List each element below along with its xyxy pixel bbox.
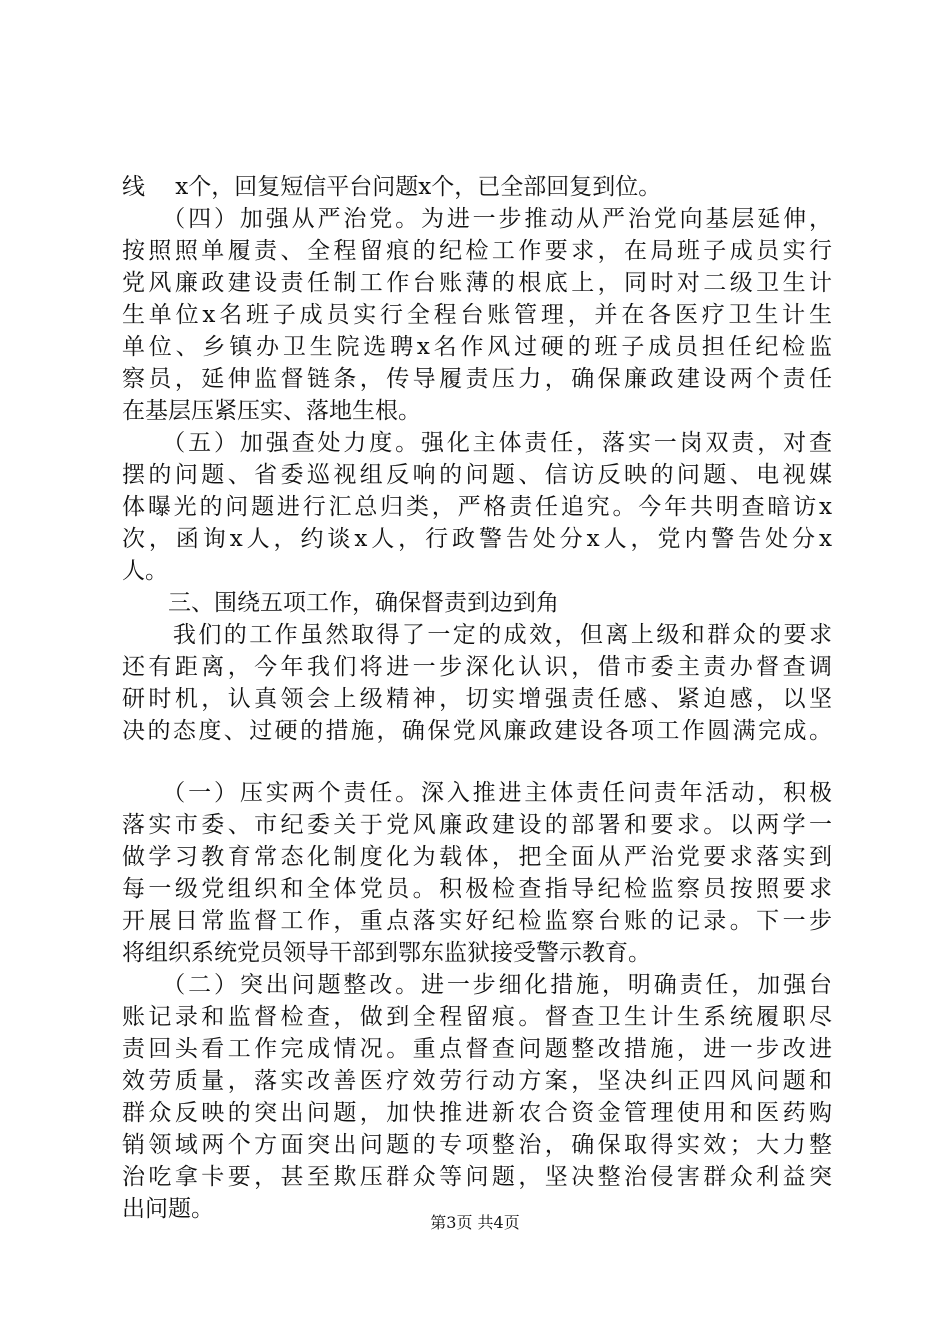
- text-line: 在基层压紧压实、落地生根。: [122, 398, 421, 424]
- text-line: 线 x个，回复短信平台问题x个，已全部回复到位。: [122, 174, 662, 200]
- section-heading: [122, 587, 832, 619]
- text-line: 责回头看工作完成情况。重点督查问题整改措施，进一步改进: [122, 1036, 832, 1062]
- text-line: 做学习教育常态化制度化为载体，把全面从严治党要求落实到: [122, 844, 832, 870]
- text-line: 人。: [122, 558, 168, 584]
- text-line: 账记录和监督检查，做到全程留痕。督查卫生计生系统履职尽: [122, 1004, 832, 1030]
- section-heading-text: 三、围绕五项工作，确保督责到边到角: [122, 590, 559, 616]
- text-line: （一）压实两个责任。深入推进主体责任问责年活动，积极: [122, 780, 832, 806]
- page-number-label: 第3页 共4页: [430, 1213, 520, 1232]
- text-line: 群众反映的突出问题，加快推进新农合资金管理使用和医药购: [122, 1100, 832, 1126]
- text-line: 决的态度、过硬的措施，确保党风廉政建设各项工作圆满完成。: [122, 718, 832, 744]
- paragraph-problem-rectification: [122, 969, 832, 1225]
- text-line: 开展日常监督工作，重点落实好纪检监察台账的记录。下一步: [122, 908, 832, 934]
- text-line: 出问题。: [122, 1196, 214, 1222]
- paragraph-spacer: [122, 747, 832, 777]
- text-line: 落实市委、市纪委关于党风廉政建设的部署和要求。以两学一: [122, 812, 832, 838]
- text-line: 按照照单履责、全程留痕的纪检工作要求，在局班子成员实行: [122, 238, 832, 264]
- text-line: 次，函询x人，约谈x人，行政警告处分x人，党内警告处分x: [122, 526, 832, 552]
- text-line: （五）加强查处力度。强化主体责任，落实一岗双责，对查: [122, 430, 832, 456]
- text-line: （二）突出问题整改。进一步细化措施，明确责任，加强台: [122, 972, 832, 998]
- text-line: 还有距离，今年我们将进一步深化认识，借市委主责办督查调: [122, 654, 832, 680]
- text-line: 党风廉政建设责任制工作台账薄的根底上，同时对二级卫生计: [122, 270, 832, 296]
- text-line: 单位、乡镇办卫生院选聘x名作风过硬的班子成员担任纪检监: [122, 334, 832, 360]
- text-line: 察员，延伸监督链条，传导履责压力，确保廉政建设两个责任: [122, 366, 832, 392]
- text-line: 摆的问题、省委巡视组反响的问题、信访反映的问题、电视媒: [122, 462, 832, 488]
- document-body: [122, 171, 832, 1225]
- page-footer: [0, 1212, 950, 1234]
- text-line: （四）加强从严治党。为进一步推动从严治党向基层延伸，: [122, 206, 832, 232]
- text-line: 我们的工作虽然取得了一定的成效，但离上级和群众的要求: [122, 622, 832, 648]
- paragraph-investigation-efforts: [122, 427, 832, 587]
- paragraph-two-responsibilities: [122, 777, 832, 969]
- text-line: 体曝光的问题进行汇总归类，严格责任追究。今年共明查暗访x: [122, 494, 832, 520]
- text-line: 生单位x名班子成员实行全程台账管理，并在各医疗卫生计生: [122, 302, 832, 328]
- text-line: 销领域两个方面突出问题的专项整治，确保取得实效；大力整: [122, 1132, 832, 1158]
- text-line: 研时机，认真领会上级精神，切实增强责任感、紧迫感，以坚: [122, 686, 832, 712]
- text-line: 将组织系统党员领导干部到鄂东监狱接受警示教育。: [122, 940, 651, 966]
- text-line: 效劳质量，落实改善医疗效劳行动方案，坚决纠正四风问题和: [122, 1068, 832, 1094]
- text-line: 每一级党组织和全体党员。积极检查指导纪检监察员按照要求: [122, 876, 832, 902]
- paragraph-intro: [122, 619, 832, 747]
- paragraph-continuation: [122, 171, 832, 203]
- paragraph-strict-party-governance: [122, 203, 832, 427]
- text-line: 治吃拿卡要，甚至欺压群众等问题，坚决整治侵害群众利益突: [122, 1164, 832, 1190]
